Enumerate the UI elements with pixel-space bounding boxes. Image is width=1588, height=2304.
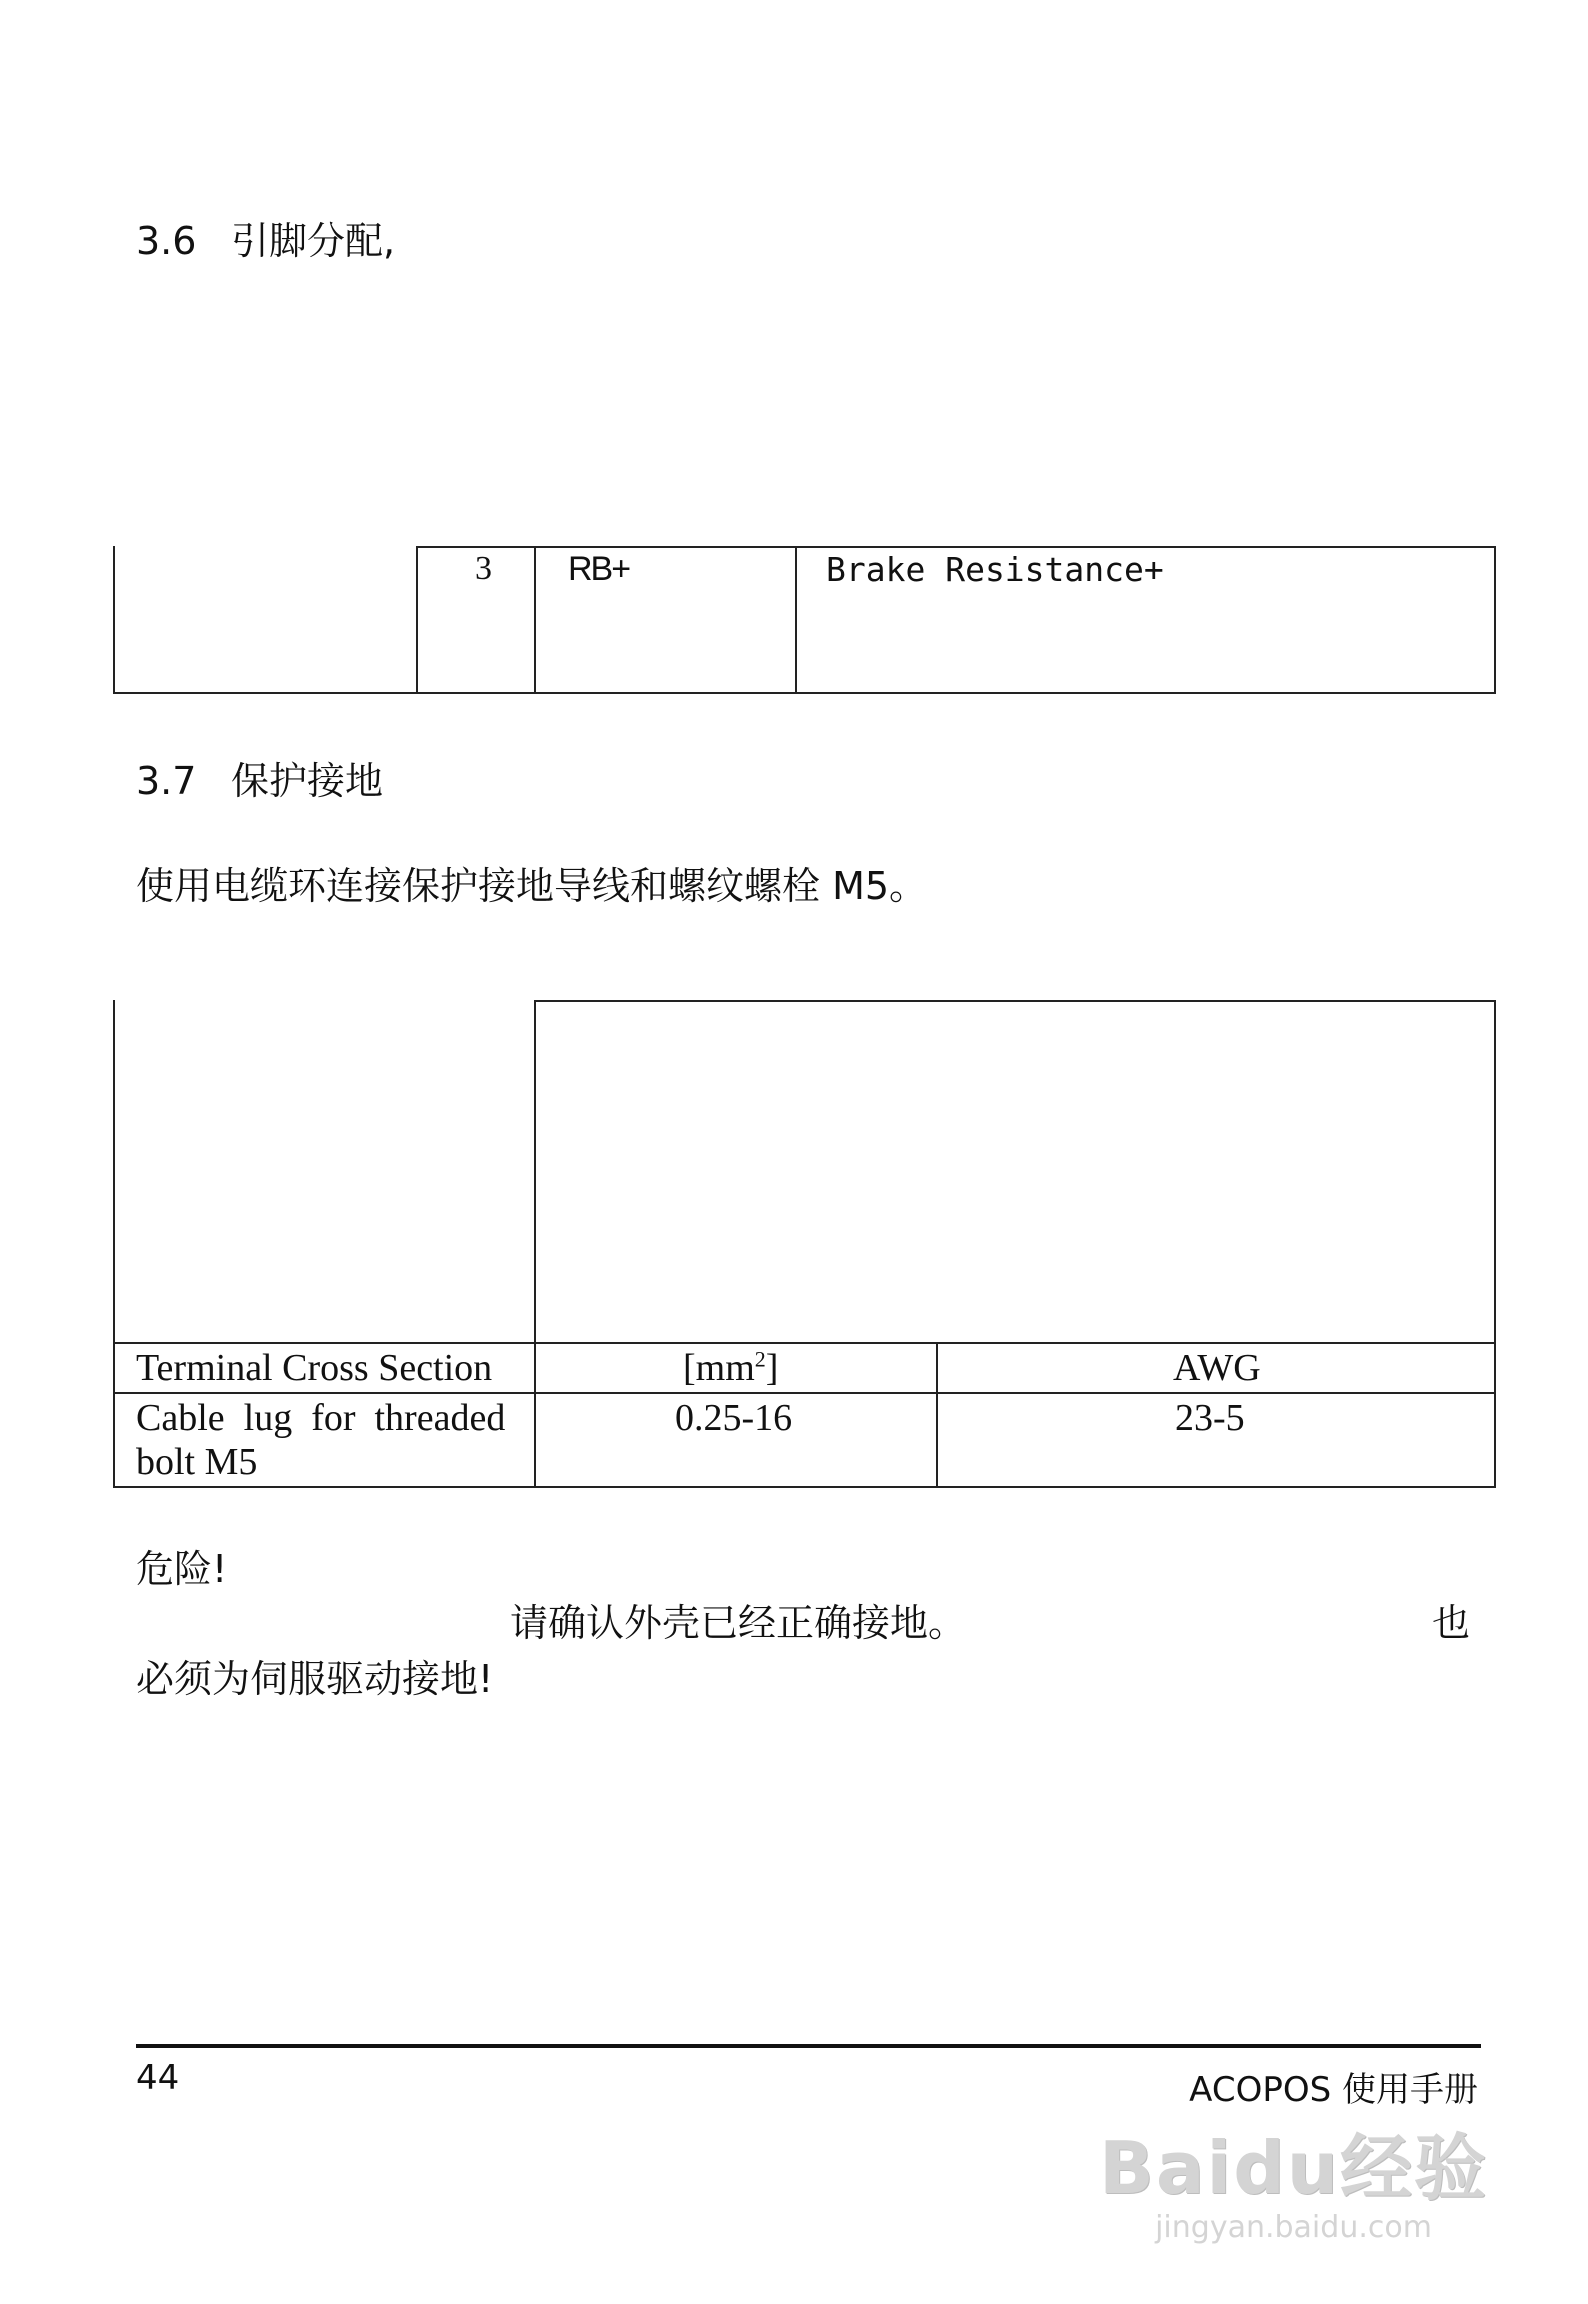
table-border (416, 546, 418, 694)
table-border (534, 1000, 1496, 1002)
section-3-7-heading (136, 750, 383, 805)
watermark-url: jingyan.baidu.com (1155, 2210, 1432, 2245)
cross-section-table (113, 1000, 1496, 1488)
table-border (113, 1392, 1496, 1394)
table-border (416, 546, 1496, 548)
pin-number: 3 (475, 550, 492, 587)
danger-line2: 必须为伺服驱动接地! (136, 1657, 494, 1701)
unit-bracket: ] (765, 1347, 779, 1389)
table-border (113, 1486, 1496, 1488)
section-title: 引脚分配, (231, 219, 396, 263)
page-number: 44 (136, 2058, 180, 2098)
table-border (113, 1342, 1496, 1344)
table-border (113, 546, 115, 694)
danger-line1: 请确认外壳已经正确接地。 (510, 1601, 967, 1645)
table-border (534, 546, 536, 694)
header-awg: AWG (1173, 1347, 1261, 1389)
danger-line1-end: 也 (1432, 1601, 1471, 1645)
table-border (1494, 1000, 1496, 1488)
table-border (936, 1344, 938, 1488)
row-mm-value: 0.25-16 (675, 1397, 793, 1439)
table-border (534, 1000, 536, 1488)
section-number: 3.7 (136, 759, 197, 803)
section-number: 3.6 (136, 219, 197, 263)
table-border (113, 1000, 115, 1488)
watermark-brand: Baidu经验 (1099, 2126, 1488, 2210)
header-label: Terminal Cross Section (136, 1347, 493, 1389)
table-border (1494, 546, 1496, 694)
pin-table (113, 546, 1496, 694)
table-border (795, 546, 797, 694)
baidu-watermark (1099, 2110, 1488, 2245)
grounding-instruction: 使用电缆环连接保护接地导线和螺纹螺栓 M5。 (136, 864, 928, 908)
section-3-6-heading (136, 210, 395, 265)
footer-rule (136, 2044, 1481, 2048)
unit-superscript: 2 (754, 1346, 766, 1372)
manual-title: ACOPOS 使用手册 (1189, 2070, 1478, 2110)
row-label-line2: bolt M5 (136, 1441, 258, 1483)
section-title: 保护接地 (231, 759, 384, 803)
danger-title: 危险! (136, 1547, 228, 1591)
row-label-line1: Cable lug for threaded (136, 1397, 506, 1439)
pin-signal: RB+ (568, 550, 630, 588)
header-unit (683, 1346, 778, 1390)
unit-text: [mm (683, 1347, 755, 1389)
table-border (113, 692, 1496, 694)
row-awg-value: 23-5 (1175, 1397, 1245, 1439)
pin-description: Brake Resistance+ (826, 550, 1164, 589)
